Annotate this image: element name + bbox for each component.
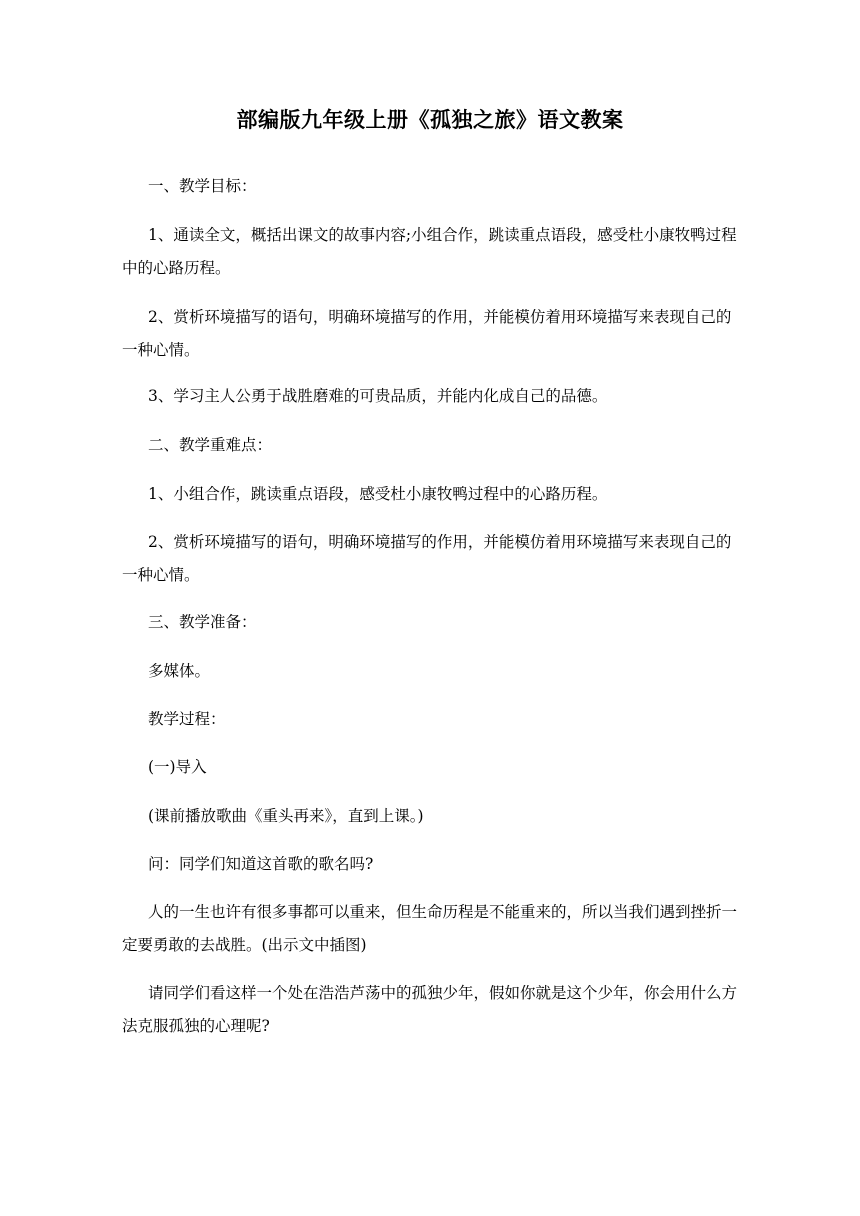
objective-2: 2、赏析环境描写的语句，明确环境描写的作用，并能模仿着用环境描写来表现自己的一种心情。 [122,308,732,359]
heading-teaching-process: 教学过程： [148,710,226,728]
objective-3: 3、学习主人公勇于战胜磨难的可贵品质，并能内化成自己的品德。 [148,387,608,405]
lonely-boy-paragraph: 请同学们看这样一个处在浩浩芦荡中的孤独少年，假如你就是这个少年，你会用什么方法克服孤独的心理呢? [122,984,738,1035]
heading-teaching-preparation: 三、教学准备： [148,613,257,631]
difficulty-2: 2、赏析环境描写的语句，明确环境描写的作用，并能模仿着用环境描写来表现自己的一种心情。 [122,533,732,584]
life-course-paragraph: 人的一生也许有很多事都可以重来，但生命历程是不能重来的，所以当我们遇到挫折一定要勇敢的去战胜。(出示文中插图) [122,903,738,954]
heading-teaching-objectives: 一、教学目标： [148,177,257,195]
objective-1: 1、通读全文，概括出课文的故事内容;小组合作，跳读重点语段，感受杜小康牧鸭过程中的心路历程。 [122,226,737,277]
preparation-text: 多媒体。 [148,662,211,680]
heading-key-difficulties: 二、教学重难点： [148,436,273,454]
document-title: 部编版九年级上册《孤独之旅》语文教案 [236,107,624,132]
subheading-introduction: (一)导入 [148,758,207,776]
difficulty-1: 1、小组合作，跳读重点语段，感受杜小康牧鸭过程中的心路历程。 [148,485,608,503]
question-song-name: 问：同学们知道这首歌的歌名吗? [148,855,374,873]
introduction-note: (课前播放歌曲《重头再来》，直到上课。) [148,807,424,825]
